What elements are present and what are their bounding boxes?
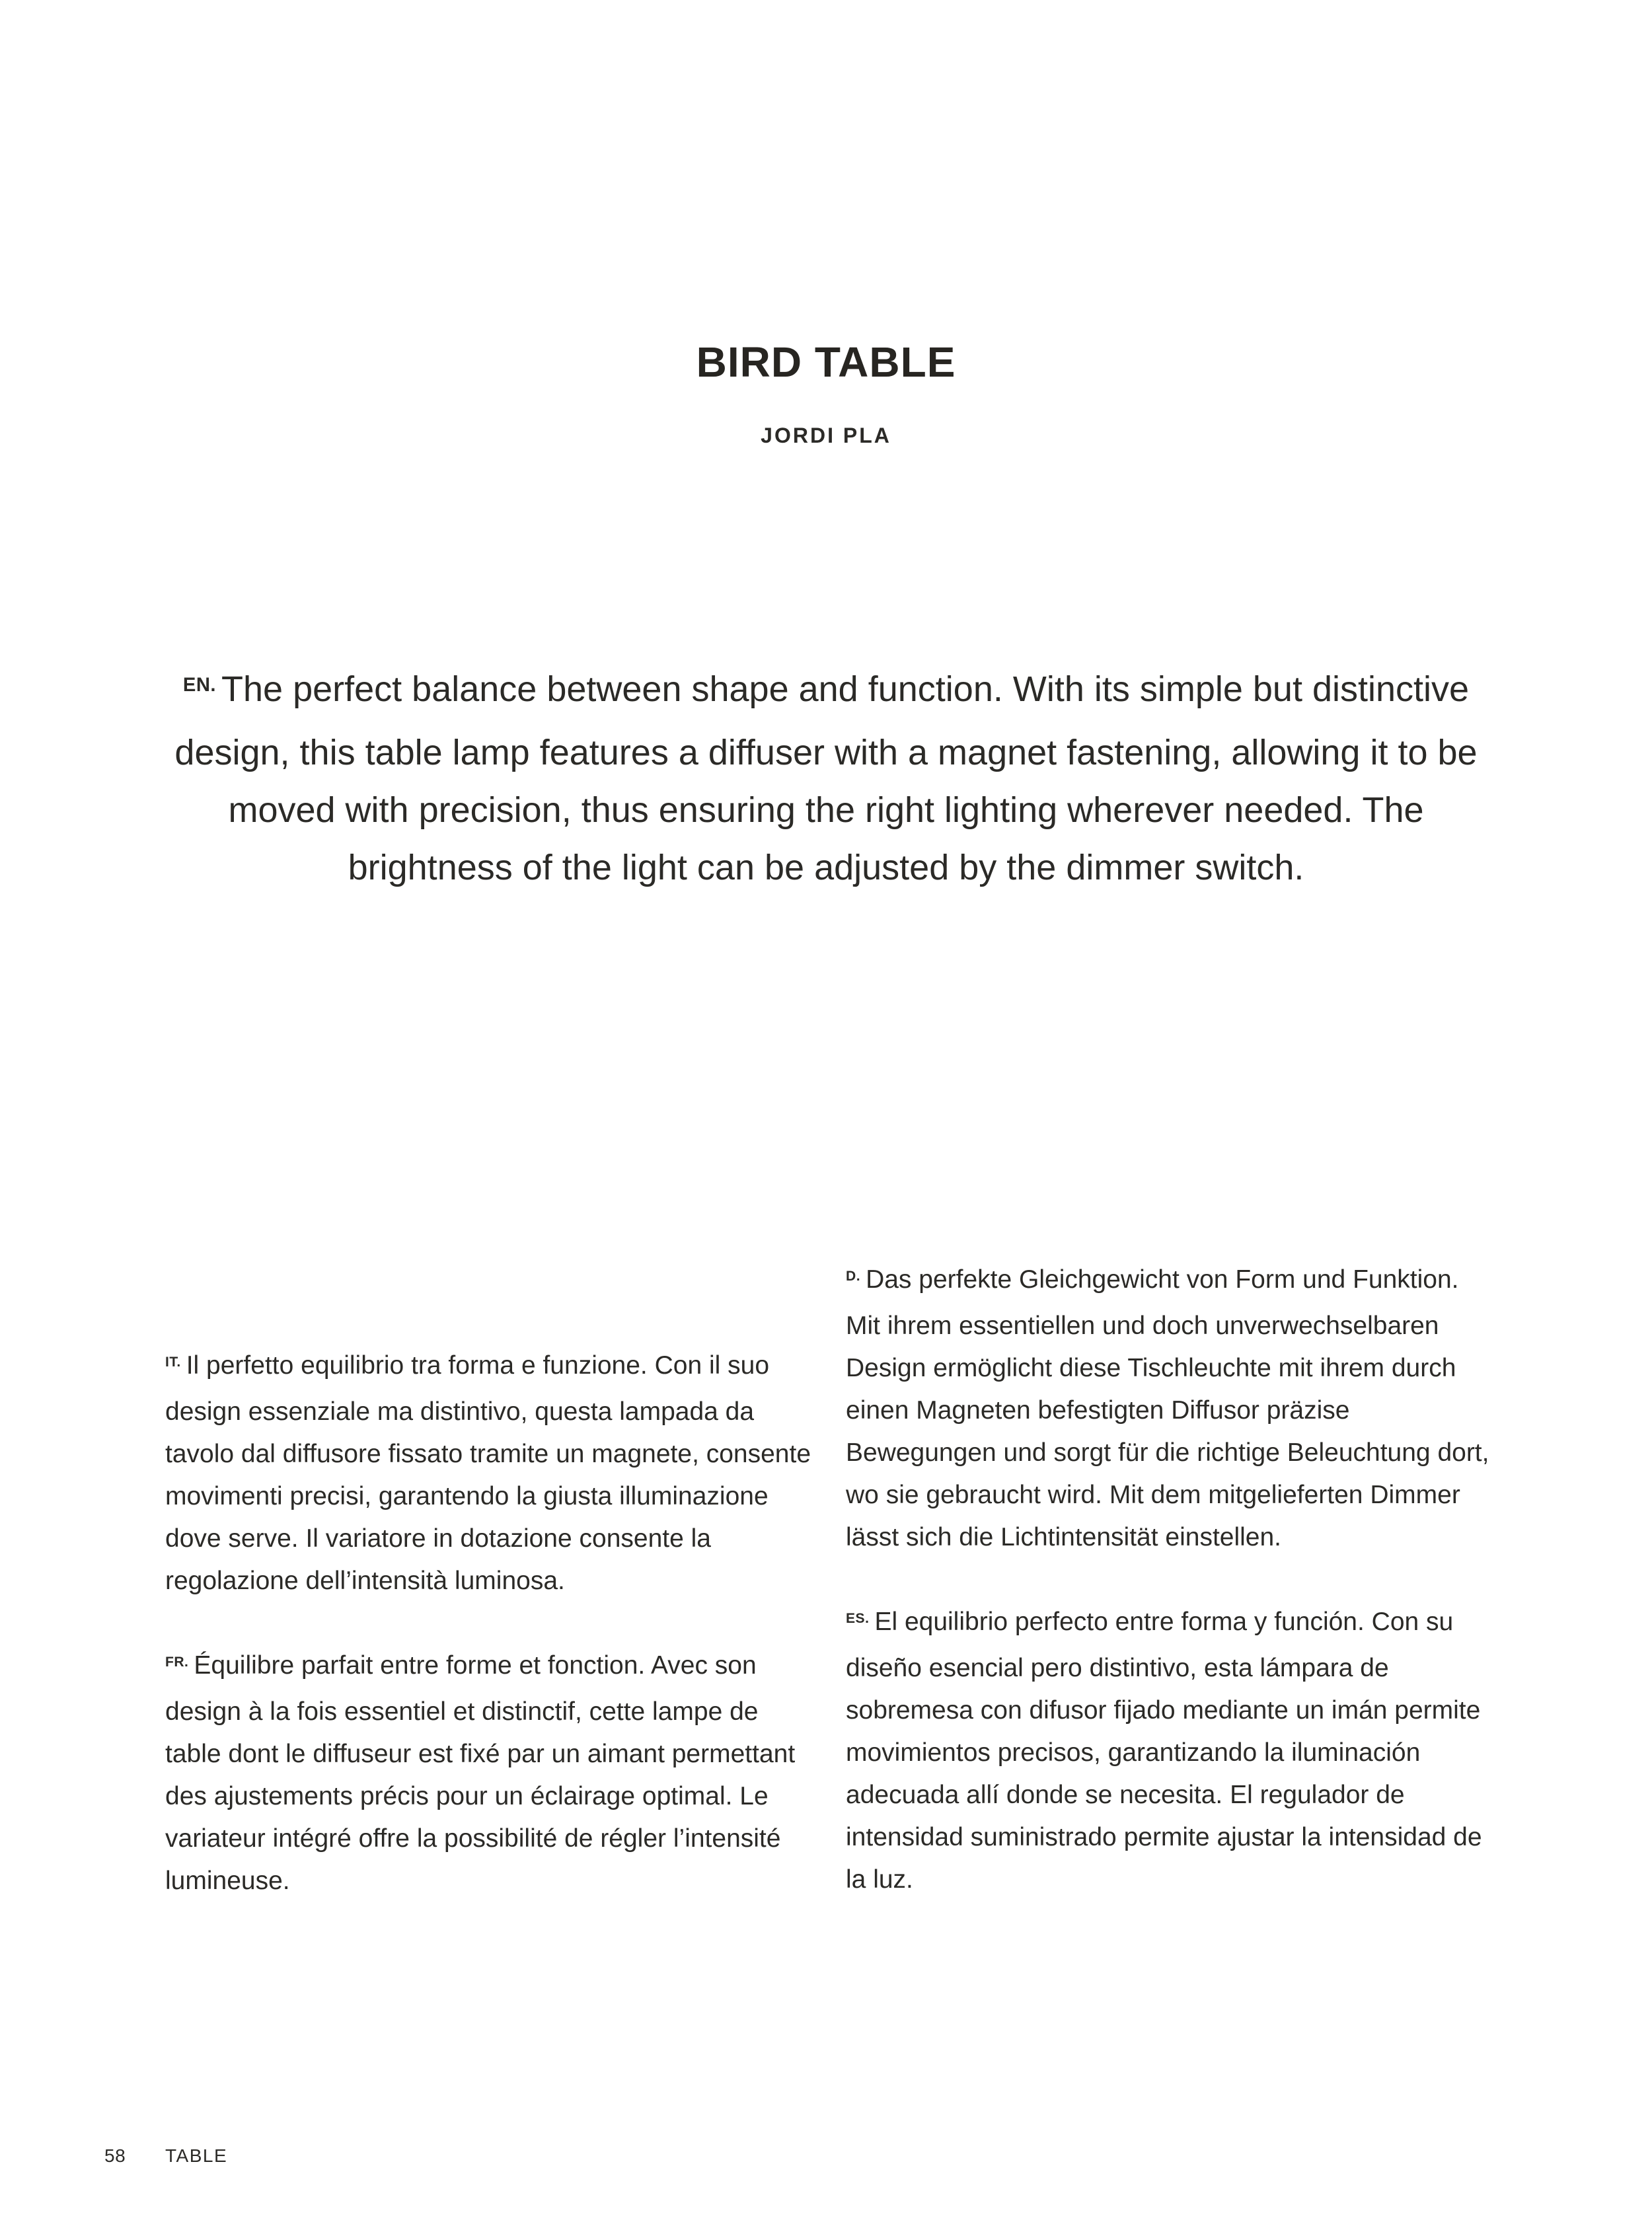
paragraph-it: [165, 1345, 813, 1602]
language-label-es: ES.: [846, 1611, 870, 1627]
intro-paragraph-en: [172, 661, 1480, 897]
right-column: [846, 1259, 1493, 1943]
paragraph-text-de: Das perfekte Gleichgewicht von Form und Funktion. Mit ihrem essentiellen und doch unverwechselbaren Design ermöglicht diese Tischleuchte mit ihrem durch einen Magneten befestigten Diffusor präzise Bewegungen und sorgt für die richtige Beleuchtung dort, wo sie gebraucht wird. Mit dem mitgelieferten Dimmer lässt sich die Lichtintensität einstellen.: [846, 1265, 1489, 1551]
language-label-en: EN.: [182, 674, 217, 696]
page-title: BIRD TABLE: [696, 338, 956, 386]
paragraph-text-it: Il perfetto equilibrio tra forma e funzione. Con il suo design essenziale ma distintivo, questa lampada da tavolo dal diffusore fissato tramite un magnete, consente movimenti precisi, garantendo la giusta illuminazione dove serve. Il variatore in dotazione consente la regolazione dell’intensità luminosa.: [165, 1351, 811, 1595]
paragraph-de: [846, 1259, 1493, 1559]
language-label-fr: FR.: [165, 1654, 189, 1670]
paragraph-text-es: El equilibrio perfecto entre forma y función. Con su diseño esencial pero distintivo, esta lámpara de sobremesa con difusor fijado mediante un imán permite movimientos precisos, garantizando la iluminación adecuada allí donde se necesita. El regulador de intensidad suministrado permite ajustar la intensidad de la luz.: [846, 1608, 1482, 1894]
left-column: [165, 1345, 813, 1945]
section-label: TABLE: [165, 2145, 228, 2166]
language-label-it: IT.: [165, 1355, 181, 1370]
language-label-de: D.: [846, 1269, 861, 1284]
intro-text-en: The perfect balance between shape and function. With its simple but distinctive design, this table lamp features a diffuser with a magnet fastening, allowing it to be moved with precision, thus ensuring the right lighting wherever needed. The brightness of the light can be adjusted by the dimmer switch.: [174, 669, 1478, 887]
paragraph-text-fr: Équilibre parfait entre forme et fonction. Avec son design à la fois essentiel et distinctif, cette lampe de table dont le diffuseur est fixé par un aimant permettant des ajustements précis pour un éclairage optimal. Le variateur intégré offre la possibilité de régler l’intensité lumineuse.: [165, 1651, 796, 1895]
paragraph-fr: [165, 1645, 813, 1902]
page-number: 58: [104, 2145, 126, 2166]
designer-name: JORDI PLA: [761, 424, 891, 447]
paragraph-es: [846, 1601, 1493, 1901]
